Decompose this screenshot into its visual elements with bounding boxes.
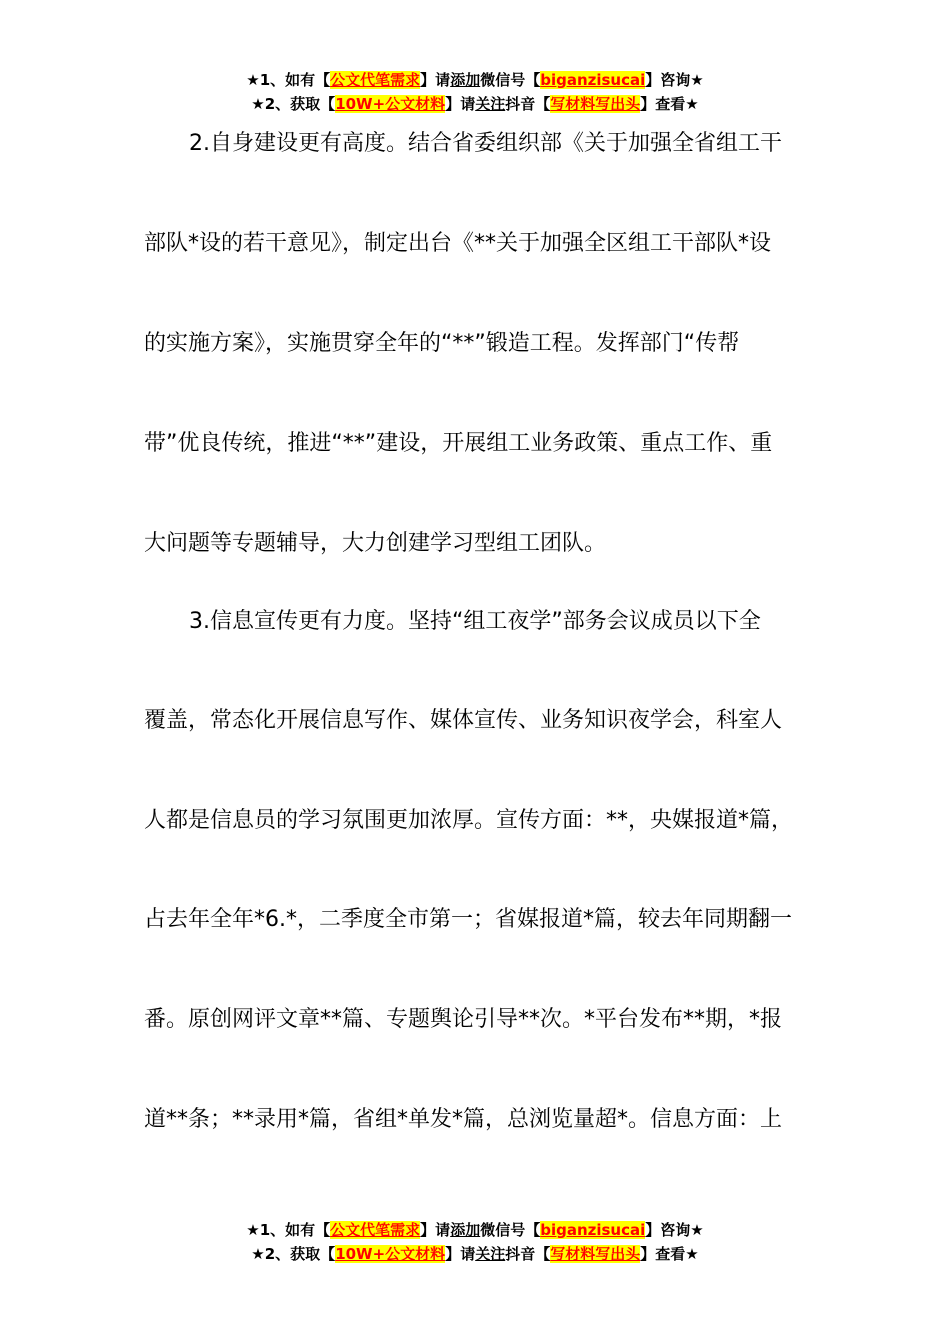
banner-text: ★1、如有【 bbox=[246, 1221, 331, 1239]
materials-highlight: 10W+公文材料 bbox=[335, 1245, 446, 1263]
banner-emphasis: 添加 bbox=[450, 1221, 481, 1239]
paragraph-3-line-1: 3.信息宣传更有力度。坚持“组工夜学”部务会议成员以下全 bbox=[189, 609, 761, 634]
paragraph-2-line-4: 带”优良传统，推进“**”建设，开展组工业务政策、重点工作、重 bbox=[144, 431, 773, 456]
paragraph-2-line-5: 大问题等专题辅导，大力创建学习型组工团队。 bbox=[144, 531, 607, 556]
banner-line-1 bbox=[0, 68, 950, 92]
banner-line-2 bbox=[0, 92, 950, 116]
douyin-account-highlight: 写材料写出头 bbox=[550, 95, 641, 113]
wechat-id-highlight: biganzisucai bbox=[540, 71, 646, 89]
banner-text: 抖音【 bbox=[505, 95, 551, 113]
paragraph-2-line-1: 2.自身建设更有高度。结合省委组织部《关于加强全省组工干 bbox=[189, 131, 782, 156]
ghostwriting-highlight: 公文代笔需求 bbox=[330, 71, 421, 89]
banner-text: 微信号【 bbox=[480, 71, 541, 89]
materials-highlight: 10W+公文材料 bbox=[335, 95, 446, 113]
paragraph-3-line-5: 番。原创网评文章**篇、专题舆论引导**次。*平台发布**期，*报 bbox=[144, 1007, 783, 1032]
paragraph-3-line-3: 人都是信息员的学习氛围更加浓厚。宣传方面：**，央媒报道*篇， bbox=[144, 808, 794, 833]
banner-emphasis: 关注 bbox=[475, 95, 506, 113]
footer-banner bbox=[0, 1218, 950, 1266]
paragraph-3-line-4: 占去年全年*6.*，二季度全市第一；省媒报道*篇，较去年同期翻一 bbox=[144, 907, 792, 932]
banner-text: 抖音【 bbox=[505, 1245, 551, 1263]
banner-text: ★2、获取【 bbox=[251, 1245, 336, 1263]
banner-text: 】咨询★ bbox=[645, 71, 704, 89]
ghostwriting-highlight: 公文代笔需求 bbox=[330, 1221, 421, 1239]
banner-text: 】查看★ bbox=[640, 1245, 699, 1263]
banner-text: 】请 bbox=[445, 1245, 476, 1263]
banner-text: 】请 bbox=[445, 95, 476, 113]
paragraph-2-line-3: 的实施方案》，实施贯穿全年的“**”锻造工程。发挥部门“传帮 bbox=[144, 331, 740, 356]
douyin-account-highlight: 写材料写出头 bbox=[550, 1245, 641, 1263]
header-banner bbox=[0, 68, 950, 116]
banner-emphasis: 添加 bbox=[450, 71, 481, 89]
banner-text: 微信号【 bbox=[480, 1221, 541, 1239]
banner-text: 】请 bbox=[420, 1221, 451, 1239]
banner-text: ★1、如有【 bbox=[246, 71, 331, 89]
wechat-id-highlight: biganzisucai bbox=[540, 1221, 646, 1239]
banner-emphasis: 关注 bbox=[475, 1245, 506, 1263]
paragraph-3-line-2: 覆盖，常态化开展信息写作、媒体宣传、业务知识夜学会，科室人 bbox=[144, 708, 783, 733]
banner-line-1 bbox=[0, 1218, 950, 1242]
banner-text: 】咨询★ bbox=[645, 1221, 704, 1239]
paragraph-2-line-2: 部队*设的若干意见》，制定出台《**关于加强全区组工干部队*设 bbox=[144, 231, 772, 256]
banner-text: 】查看★ bbox=[640, 95, 699, 113]
banner-text: 】请 bbox=[420, 71, 451, 89]
banner-line-2 bbox=[0, 1242, 950, 1266]
banner-text: ★2、获取【 bbox=[251, 95, 336, 113]
paragraph-3-line-6: 道**条；**录用*篇，省组*单发*篇，总浏览量超*。信息方面：上 bbox=[144, 1107, 783, 1132]
